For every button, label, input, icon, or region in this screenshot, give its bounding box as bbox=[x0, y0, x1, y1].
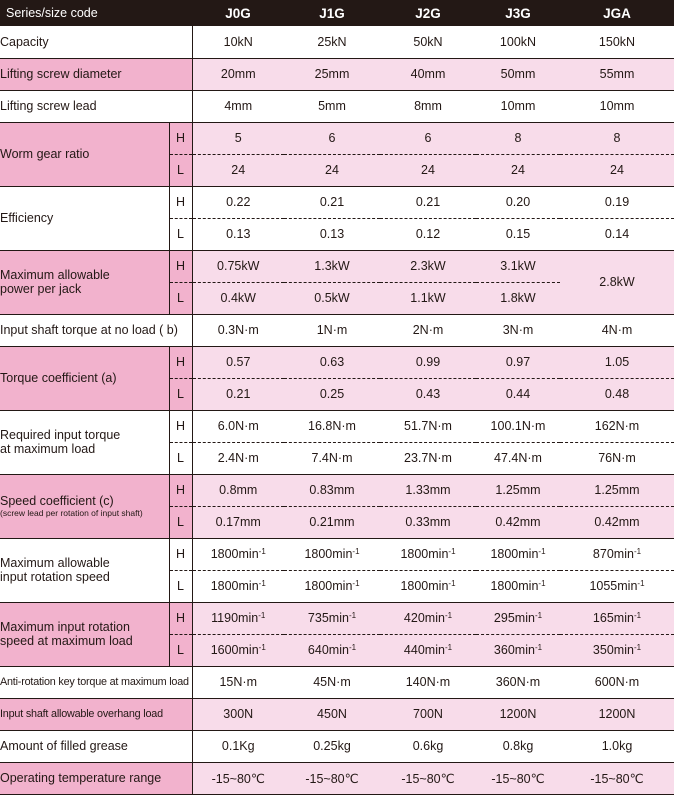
cell: 0.21 bbox=[192, 378, 284, 410]
sub-h: H bbox=[169, 538, 192, 570]
row-efficiency-h bbox=[0, 186, 674, 218]
cell: 15N·m bbox=[192, 666, 284, 698]
sub-h: H bbox=[169, 474, 192, 506]
cell: 4N·m bbox=[560, 314, 674, 346]
cell: 0.44 bbox=[476, 378, 560, 410]
row-temperature bbox=[0, 762, 674, 794]
cell: 2N·m bbox=[380, 314, 476, 346]
cell: 0.1Kg bbox=[192, 730, 284, 762]
sub-h: H bbox=[169, 122, 192, 154]
cell-rpm: $1055\min^{-1}$ bbox=[560, 570, 674, 602]
row-label: Lifting screw lead bbox=[0, 90, 192, 122]
series-j0g: J0G bbox=[192, 0, 284, 26]
series-j1g: J1G bbox=[284, 0, 380, 26]
cell: 0.57 bbox=[192, 346, 284, 378]
cell: 8 bbox=[560, 122, 674, 154]
label-line-1: Maximum allowable bbox=[0, 556, 110, 570]
cell: 24 bbox=[380, 154, 476, 186]
sub-l: L bbox=[169, 378, 192, 410]
cell: 6 bbox=[380, 122, 476, 154]
cell: 76N·m bbox=[560, 442, 674, 474]
cell: 0.83mm bbox=[284, 474, 380, 506]
cell-rpm: $1800\min^{-1}$ bbox=[192, 538, 284, 570]
cell: 0.42mm bbox=[560, 506, 674, 538]
cell-rpm: $420\min^{-1}$ bbox=[380, 602, 476, 634]
row-label: Amount of filled grease bbox=[0, 730, 192, 762]
cell: 100kN bbox=[476, 26, 560, 58]
row-label bbox=[0, 250, 169, 314]
corner-label: Series/size code bbox=[0, 0, 192, 26]
cell: 4mm bbox=[192, 90, 284, 122]
cell: 0.12 bbox=[380, 218, 476, 250]
sub-l: L bbox=[169, 218, 192, 250]
cell: 16.8N·m bbox=[284, 410, 380, 442]
cell-rpm: $165\min^{-1}$ bbox=[560, 602, 674, 634]
cell: 1200N bbox=[476, 698, 560, 730]
sub-l: L bbox=[169, 154, 192, 186]
cell: 51.7N·m bbox=[380, 410, 476, 442]
cell: -15~80℃ bbox=[284, 762, 380, 794]
row-overhang bbox=[0, 698, 674, 730]
row-speed-coef-h bbox=[0, 474, 674, 506]
cell: 1.25mm bbox=[476, 474, 560, 506]
cell: -15~80℃ bbox=[380, 762, 476, 794]
cell: 140N·m bbox=[380, 666, 476, 698]
cell: 0.13 bbox=[284, 218, 380, 250]
row-label: Torque coefficient (a) bbox=[0, 346, 169, 410]
cell: 0.25 bbox=[284, 378, 380, 410]
row-label: Operating temperature range bbox=[0, 762, 192, 794]
cell-merged: 2.8kW bbox=[560, 250, 674, 314]
series-j2g: J2G bbox=[380, 0, 476, 26]
label-note: (screw lead per rotation of input shaft) bbox=[0, 507, 143, 518]
cell-rpm: $440\min^{-1}$ bbox=[380, 634, 476, 666]
label-line-1: Maximum allowable bbox=[0, 268, 110, 282]
label-line-1: Required input torque bbox=[0, 428, 121, 442]
cell: 8 bbox=[476, 122, 560, 154]
series-j3g: J3G bbox=[476, 0, 560, 26]
cell: 1.33mm bbox=[380, 474, 476, 506]
cell: 1.8kW bbox=[476, 282, 560, 314]
cell-rpm: $735\min^{-1}$ bbox=[284, 602, 380, 634]
cell-rpm: $360\min^{-1}$ bbox=[476, 634, 560, 666]
row-capacity bbox=[0, 26, 674, 58]
cell: 5mm bbox=[284, 90, 380, 122]
row-screw-lead bbox=[0, 90, 674, 122]
sub-h: H bbox=[169, 346, 192, 378]
cell: 1N·m bbox=[284, 314, 380, 346]
cell: 6.0N·m bbox=[192, 410, 284, 442]
cell: 1.0kg bbox=[560, 730, 674, 762]
row-input-torque-no-load bbox=[0, 314, 674, 346]
row-max-rotation-h bbox=[0, 538, 674, 570]
cell: 24 bbox=[192, 154, 284, 186]
cell: 1.1kW bbox=[380, 282, 476, 314]
cell: 0.63 bbox=[284, 346, 380, 378]
cell-rpm: $1800\min^{-1}$ bbox=[476, 570, 560, 602]
cell: 162N·m bbox=[560, 410, 674, 442]
cell: 1.25mm bbox=[560, 474, 674, 506]
row-label: Efficiency bbox=[0, 186, 169, 250]
label-line-2: at maximum load bbox=[0, 442, 96, 456]
cell-rpm: $350\min^{-1}$ bbox=[560, 634, 674, 666]
label-line-2: input rotation speed bbox=[0, 570, 110, 584]
cell: 600N·m bbox=[560, 666, 674, 698]
sub-h: H bbox=[169, 250, 192, 282]
row-label: Input shaft torque at no load ( b) bbox=[0, 314, 192, 346]
cell: 0.15 bbox=[476, 218, 560, 250]
cell: 0.3N·m bbox=[192, 314, 284, 346]
cell-rpm: $295\min^{-1}$ bbox=[476, 602, 560, 634]
cell-rpm: $1800\min^{-1}$ bbox=[284, 538, 380, 570]
cell-rpm: $640\min^{-1}$ bbox=[284, 634, 380, 666]
row-label: Worm gear ratio bbox=[0, 122, 169, 186]
cell: 8mm bbox=[380, 90, 476, 122]
cell: 0.20 bbox=[476, 186, 560, 218]
cell: 0.4kW bbox=[192, 282, 284, 314]
row-label: Input shaft allowable overhang load bbox=[0, 698, 192, 730]
row-worm-ratio-h bbox=[0, 122, 674, 154]
cell: -15~80℃ bbox=[560, 762, 674, 794]
cell: 450N bbox=[284, 698, 380, 730]
cell: 0.6kg bbox=[380, 730, 476, 762]
cell-rpm: $1800\min^{-1}$ bbox=[380, 538, 476, 570]
cell: 3.1kW bbox=[476, 250, 560, 282]
label-line-1: Speed coefficient (c) bbox=[0, 493, 114, 508]
cell: 25mm bbox=[284, 58, 380, 90]
cell: 0.25kg bbox=[284, 730, 380, 762]
cell: 100.1N·m bbox=[476, 410, 560, 442]
cell: 1200N bbox=[560, 698, 674, 730]
cell: -15~80℃ bbox=[476, 762, 560, 794]
cell: 0.8kg bbox=[476, 730, 560, 762]
row-label: Anti-rotation key torque at maximum load bbox=[0, 666, 192, 698]
cell: 50mm bbox=[476, 58, 560, 90]
row-antirotation bbox=[0, 666, 674, 698]
sub-h: H bbox=[169, 186, 192, 218]
cell: 5 bbox=[192, 122, 284, 154]
cell: 7.4N·m bbox=[284, 442, 380, 474]
row-label bbox=[0, 538, 169, 602]
cell: 300N bbox=[192, 698, 284, 730]
cell: 0.48 bbox=[560, 378, 674, 410]
cell: 0.43 bbox=[380, 378, 476, 410]
header-row bbox=[0, 0, 674, 26]
cell: 0.75kW bbox=[192, 250, 284, 282]
cell: 10mm bbox=[560, 90, 674, 122]
cell: 0.99 bbox=[380, 346, 476, 378]
cell: 0.42mm bbox=[476, 506, 560, 538]
cell: 0.22 bbox=[192, 186, 284, 218]
cell: 360N·m bbox=[476, 666, 560, 698]
cell: 55mm bbox=[560, 58, 674, 90]
cell-rpm: $1800\min^{-1}$ bbox=[476, 538, 560, 570]
cell-rpm: $1190\min^{-1}$ bbox=[192, 602, 284, 634]
cell: 24 bbox=[284, 154, 380, 186]
cell-rpm: $1800\min^{-1}$ bbox=[192, 570, 284, 602]
cell: 25kN bbox=[284, 26, 380, 58]
cell: 3N·m bbox=[476, 314, 560, 346]
sub-l: L bbox=[169, 506, 192, 538]
label-line-1: Maximum input rotation bbox=[0, 620, 130, 634]
cell: 10mm bbox=[476, 90, 560, 122]
cell: 0.21mm bbox=[284, 506, 380, 538]
row-max-rotation-load-h bbox=[0, 602, 674, 634]
row-torque-coef-h bbox=[0, 346, 674, 378]
cell-rpm: $1600\min^{-1}$ bbox=[192, 634, 284, 666]
cell: 10kN bbox=[192, 26, 284, 58]
row-label bbox=[0, 602, 169, 666]
row-required-torque-h bbox=[0, 410, 674, 442]
cell: 24 bbox=[560, 154, 674, 186]
row-label: Capacity bbox=[0, 26, 192, 58]
cell: 23.7N·m bbox=[380, 442, 476, 474]
cell-rpm: $1800\min^{-1}$ bbox=[380, 570, 476, 602]
cell: 0.21 bbox=[284, 186, 380, 218]
sub-h: H bbox=[169, 602, 192, 634]
cell: 24 bbox=[476, 154, 560, 186]
row-label bbox=[0, 474, 169, 538]
cell: 0.19 bbox=[560, 186, 674, 218]
cell: 0.33mm bbox=[380, 506, 476, 538]
sub-l: L bbox=[169, 634, 192, 666]
cell: -15~80℃ bbox=[192, 762, 284, 794]
cell: 1.05 bbox=[560, 346, 674, 378]
cell-rpm: $870\min^{-1}$ bbox=[560, 538, 674, 570]
cell: 2.3kW bbox=[380, 250, 476, 282]
cell: 45N·m bbox=[284, 666, 380, 698]
row-grease bbox=[0, 730, 674, 762]
cell: 700N bbox=[380, 698, 476, 730]
cell: 150kN bbox=[560, 26, 674, 58]
series-jga: JGA bbox=[560, 0, 674, 26]
sub-l: L bbox=[169, 282, 192, 314]
cell: 2.4N·m bbox=[192, 442, 284, 474]
sub-h: H bbox=[169, 410, 192, 442]
row-label bbox=[0, 410, 169, 474]
cell: 0.8mm bbox=[192, 474, 284, 506]
cell: 40mm bbox=[380, 58, 476, 90]
row-screw-diameter bbox=[0, 58, 674, 90]
cell: 0.17mm bbox=[192, 506, 284, 538]
cell: 50kN bbox=[380, 26, 476, 58]
cell: 20mm bbox=[192, 58, 284, 90]
cell: 0.13 bbox=[192, 218, 284, 250]
cell: 0.5kW bbox=[284, 282, 380, 314]
cell: 47.4N·m bbox=[476, 442, 560, 474]
sub-l: L bbox=[169, 442, 192, 474]
cell: 0.97 bbox=[476, 346, 560, 378]
label-line-2: speed at maximum load bbox=[0, 634, 133, 648]
cell: 1.3kW bbox=[284, 250, 380, 282]
label-line-2: power per jack bbox=[0, 282, 82, 296]
row-label: Lifting screw diameter bbox=[0, 58, 192, 90]
sub-l: L bbox=[169, 570, 192, 602]
cell: 0.14 bbox=[560, 218, 674, 250]
cell: 0.21 bbox=[380, 186, 476, 218]
cell: 6 bbox=[284, 122, 380, 154]
row-max-power-h bbox=[0, 250, 674, 282]
cell-rpm: $1800\min^{-1}$ bbox=[284, 570, 380, 602]
